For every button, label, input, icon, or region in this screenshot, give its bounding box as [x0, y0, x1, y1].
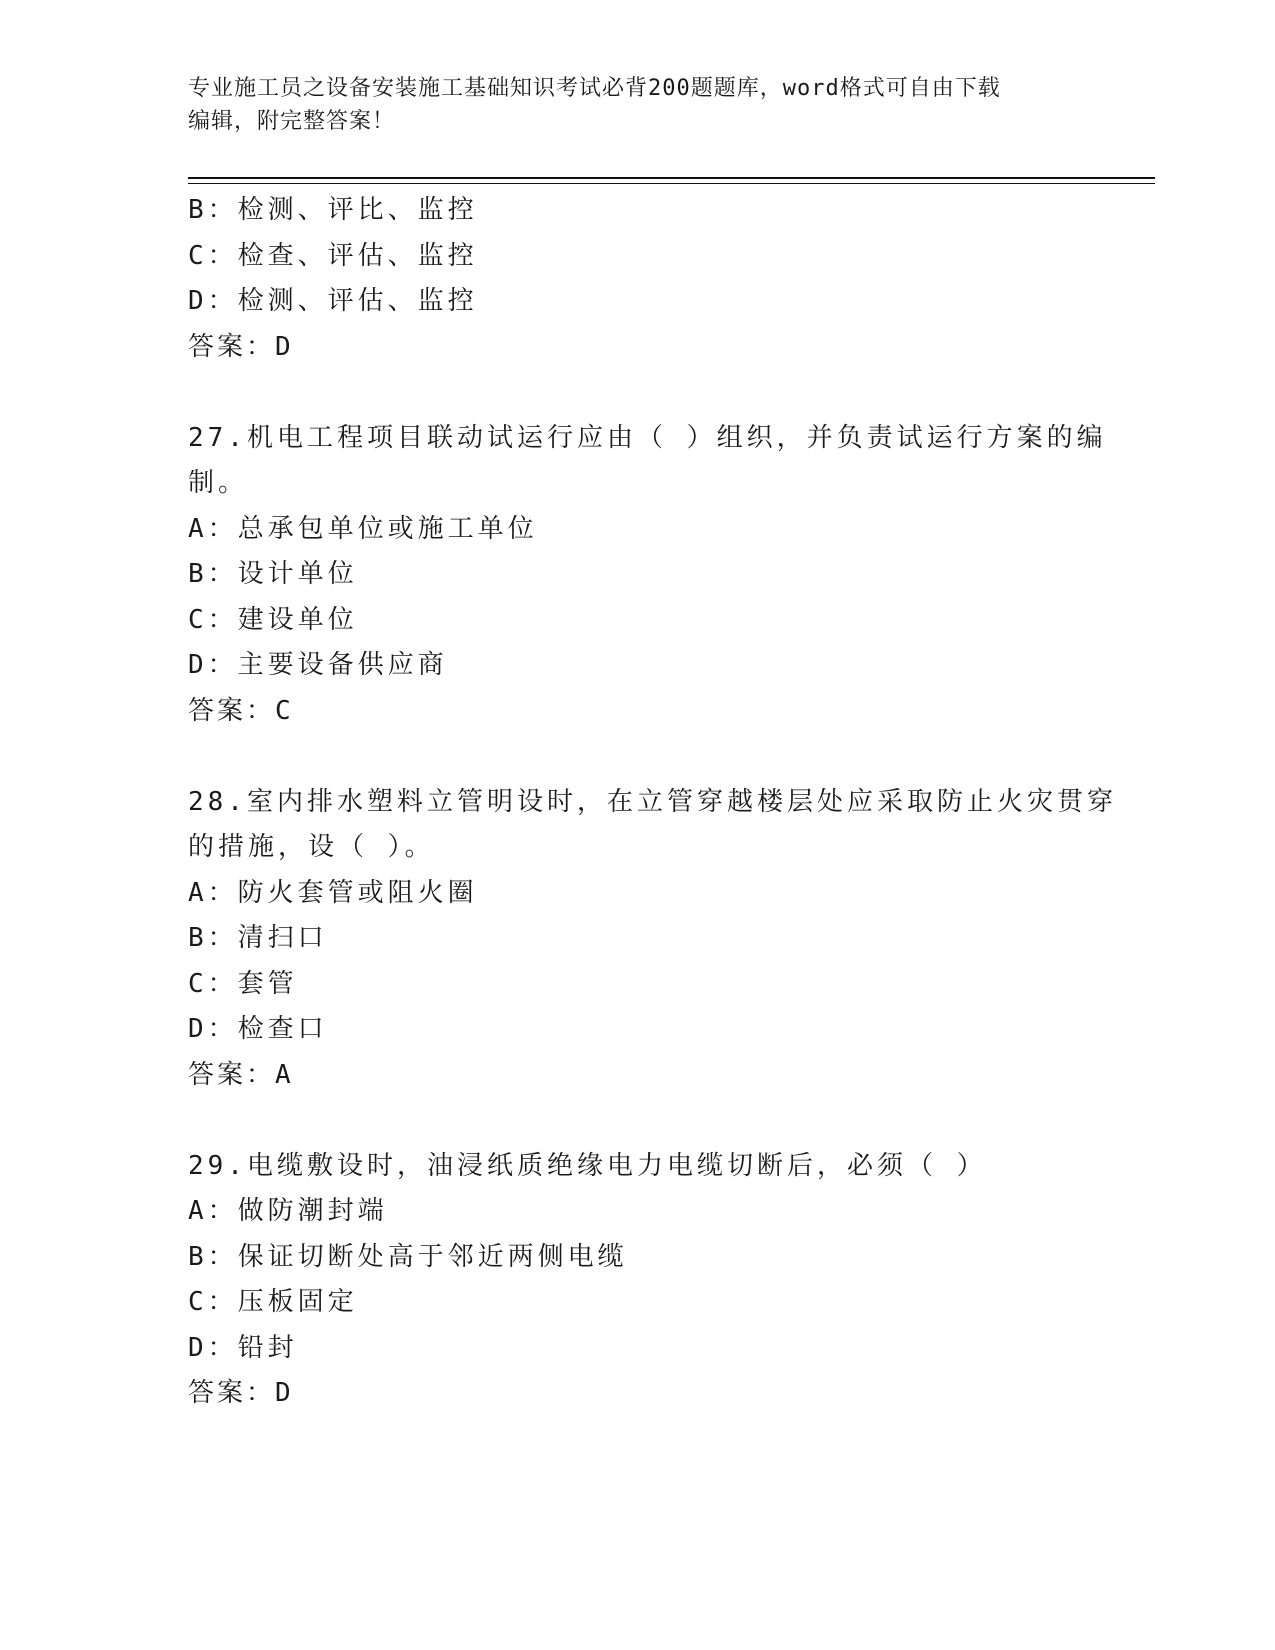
answer: 答案：D [188, 1378, 294, 1408]
option-c: C：建设单位 [188, 604, 358, 635]
option-d: D：检查口 [188, 1014, 328, 1044]
header-divider-thick [188, 177, 1155, 179]
option-a: A：做防潮封端 [188, 1196, 388, 1226]
option-b: B：清扫口 [188, 923, 328, 953]
option-d: D：主要设备供应商 [188, 650, 448, 680]
option-a: A：防火套管或阻火圈 [188, 877, 478, 908]
question-29 [188, 1144, 1108, 1417]
option-d: D：检测、评估、监控 [188, 286, 478, 316]
spacer [188, 734, 1108, 780]
question-stem-line-1: 29.电缆敷设时，油浸纸质绝缘电力电缆切断后，必须（ ） [188, 1150, 987, 1181]
answer: 答案：D [188, 331, 294, 362]
question-stem-line-1: 28.室内排水塑料立管明设时，在立管穿越楼层处应采取防止火灾贯穿 [188, 786, 1117, 817]
option-b: B：保证切断处高于邻近两侧电缆 [188, 1241, 628, 1272]
option-c: C：压板固定 [188, 1287, 358, 1317]
question-26-tail [188, 188, 1108, 370]
header-divider-thin [188, 183, 1155, 184]
question-28 [188, 780, 1117, 1099]
question-stem-line-1: 27.机电工程项目联动试运行应由（ ）组织，并负责试运行方案的编 [188, 422, 1107, 453]
option-b: B：检测、评比、监控 [188, 195, 478, 225]
option-d: D：铅封 [188, 1332, 298, 1363]
option-b: B：设计单位 [188, 559, 358, 589]
question-stem-line-2: 制。 [188, 468, 249, 498]
option-c: C：检查、评估、监控 [188, 240, 478, 271]
header-title-line-2: 编辑，附完整答案！ [188, 109, 396, 134]
spacer [188, 370, 1108, 416]
spacer [188, 1098, 1108, 1144]
option-a: A：总承包单位或施工单位 [188, 513, 538, 544]
document-header [188, 72, 1088, 138]
answer: 答案：C [188, 695, 294, 726]
header-title-line-1: 专业施工员之设备安装施工基础知识考试必背200题题库，word格式可自由下载 [188, 76, 1001, 101]
answer: 答案：A [188, 1059, 294, 1090]
question-27 [188, 416, 1108, 735]
question-list [188, 188, 1117, 1417]
option-c: C：套管 [188, 968, 298, 999]
question-stem-line-2: 的措施，设（ ）。 [188, 832, 435, 862]
